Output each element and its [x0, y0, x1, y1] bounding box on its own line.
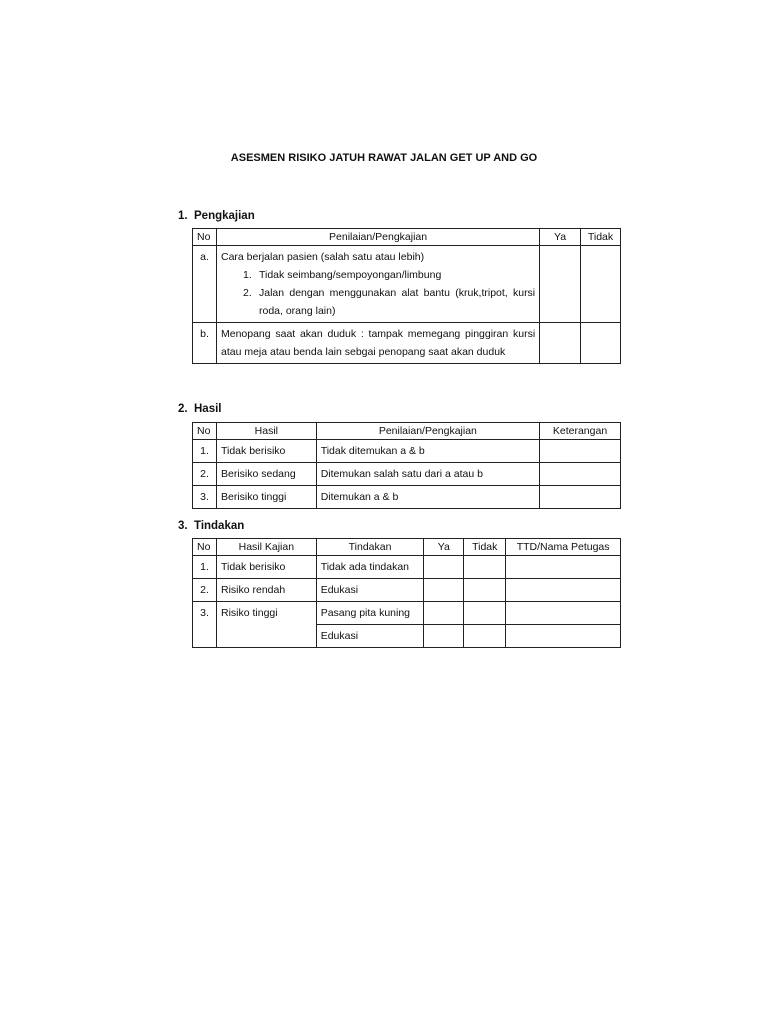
cell-ya[interactable] [424, 556, 464, 579]
cell-hasil: Berisiko tinggi [216, 486, 316, 509]
cell-hasil: Tidak berisiko [216, 440, 316, 463]
row-a-content [216, 246, 539, 323]
table-row [193, 579, 621, 602]
row-a-ya-cell[interactable] [540, 246, 581, 323]
cell-no: 2. [193, 463, 217, 486]
cell-no: 3. [193, 602, 217, 648]
header-hasil-kajian: Hasil Kajian [216, 539, 316, 556]
header-penilaian: Penilaian/Pengkajian [316, 423, 539, 440]
cell-tidak[interactable] [464, 579, 506, 602]
row-b-tidak-cell[interactable] [581, 323, 621, 364]
table-row [193, 440, 621, 463]
cell-no: 2. [193, 579, 217, 602]
hasil-table [192, 422, 621, 509]
table-row [193, 556, 621, 579]
table-row [193, 486, 621, 509]
cell-ttd[interactable] [506, 556, 621, 579]
table-header-row [193, 539, 621, 556]
cell-tidak[interactable] [464, 602, 506, 625]
row-a-tidak-cell[interactable] [581, 246, 621, 323]
list-item-number: 2. [242, 287, 252, 299]
tindakan-table [192, 538, 621, 648]
cell-no: 1. [193, 440, 217, 463]
cell-tidak[interactable] [464, 556, 506, 579]
cell-ya[interactable] [424, 579, 464, 602]
section-2-number: 2. [178, 403, 188, 415]
row-a-no: a. [193, 246, 217, 323]
section-1-heading [178, 210, 255, 222]
section-2-heading [178, 403, 222, 415]
list-item-text: Jalan dengan menggunakan alat bantu (kruk,tripot, kursi roda, orang lain) [258, 287, 536, 317]
cell-penilaian: Tidak ditemukan a & b [316, 440, 539, 463]
cell-ya[interactable] [424, 602, 464, 625]
header-tindakan: Tindakan [316, 539, 424, 556]
cell-keterangan[interactable] [540, 463, 621, 486]
list-item [243, 266, 535, 284]
section-2-title: Hasil [194, 403, 222, 415]
cell-no: 3. [193, 486, 217, 509]
row-b-no: b. [193, 323, 217, 364]
row-a-sublist [221, 266, 535, 320]
header-no: No [193, 229, 217, 246]
header-no: No [193, 423, 217, 440]
table-header-row [193, 229, 621, 246]
table-row [193, 602, 621, 625]
row-a-text: Cara berjalan pasien (salah satu atau lebih) [220, 251, 425, 263]
row-b-text: Menopang saat akan duduk : tampak memegang pinggiran kursi atau meja atau benda lain sebgai penopang saat akan duduk [216, 323, 539, 364]
header-ttd-nama-petugas: TTD/Nama Petugas [506, 539, 621, 556]
cell-tindakan: Edukasi [316, 625, 424, 648]
cell-penilaian: Ditemukan a & b [316, 486, 539, 509]
cell-penilaian: Ditemukan salah satu dari a atau b [316, 463, 539, 486]
cell-ttd[interactable] [506, 579, 621, 602]
header-keterangan: Keterangan [540, 423, 621, 440]
header-ya: Ya [540, 229, 581, 246]
table-row [193, 463, 621, 486]
table-header-row [193, 423, 621, 440]
section-3-heading [178, 520, 244, 532]
cell-ya[interactable] [424, 625, 464, 648]
cell-keterangan[interactable] [540, 440, 621, 463]
table-row [193, 323, 621, 364]
header-penilaian: Penilaian/Pengkajian [216, 229, 539, 246]
row-b-ya-cell[interactable] [540, 323, 581, 364]
header-no: No [193, 539, 217, 556]
cell-hasil-kajian: Risiko tinggi [216, 602, 316, 648]
cell-ttd[interactable] [506, 625, 621, 648]
cell-tindakan: Edukasi [316, 579, 424, 602]
list-item-text: Tidak seimbang/sempoyongan/limbung [258, 269, 442, 281]
cell-tindakan: Pasang pita kuning [316, 602, 424, 625]
header-ya: Ya [424, 539, 464, 556]
cell-tindakan: Tidak ada tindakan [316, 556, 424, 579]
cell-keterangan[interactable] [540, 486, 621, 509]
cell-tidak[interactable] [464, 625, 506, 648]
header-tidak: Tidak [464, 539, 506, 556]
cell-ttd[interactable] [506, 602, 621, 625]
list-item-number: 1. [242, 269, 252, 281]
section-3-title: Tindakan [194, 520, 245, 532]
cell-hasil: Berisiko sedang [216, 463, 316, 486]
document-title: ASESMEN RISIKO JATUH RAWAT JALAN GET UP AND GO [230, 152, 538, 164]
cell-hasil-kajian: Tidak berisiko [216, 556, 316, 579]
list-item [243, 284, 535, 320]
cell-no: 1. [193, 556, 217, 579]
section-1-number: 1. [178, 210, 188, 222]
pengkajian-table [192, 228, 621, 364]
header-tidak: Tidak [581, 229, 621, 246]
header-hasil: Hasil [216, 423, 316, 440]
section-1-title: Pengkajian [194, 210, 255, 222]
table-row [193, 246, 621, 323]
section-3-number: 3. [178, 520, 188, 532]
cell-hasil-kajian: Risiko rendah [216, 579, 316, 602]
